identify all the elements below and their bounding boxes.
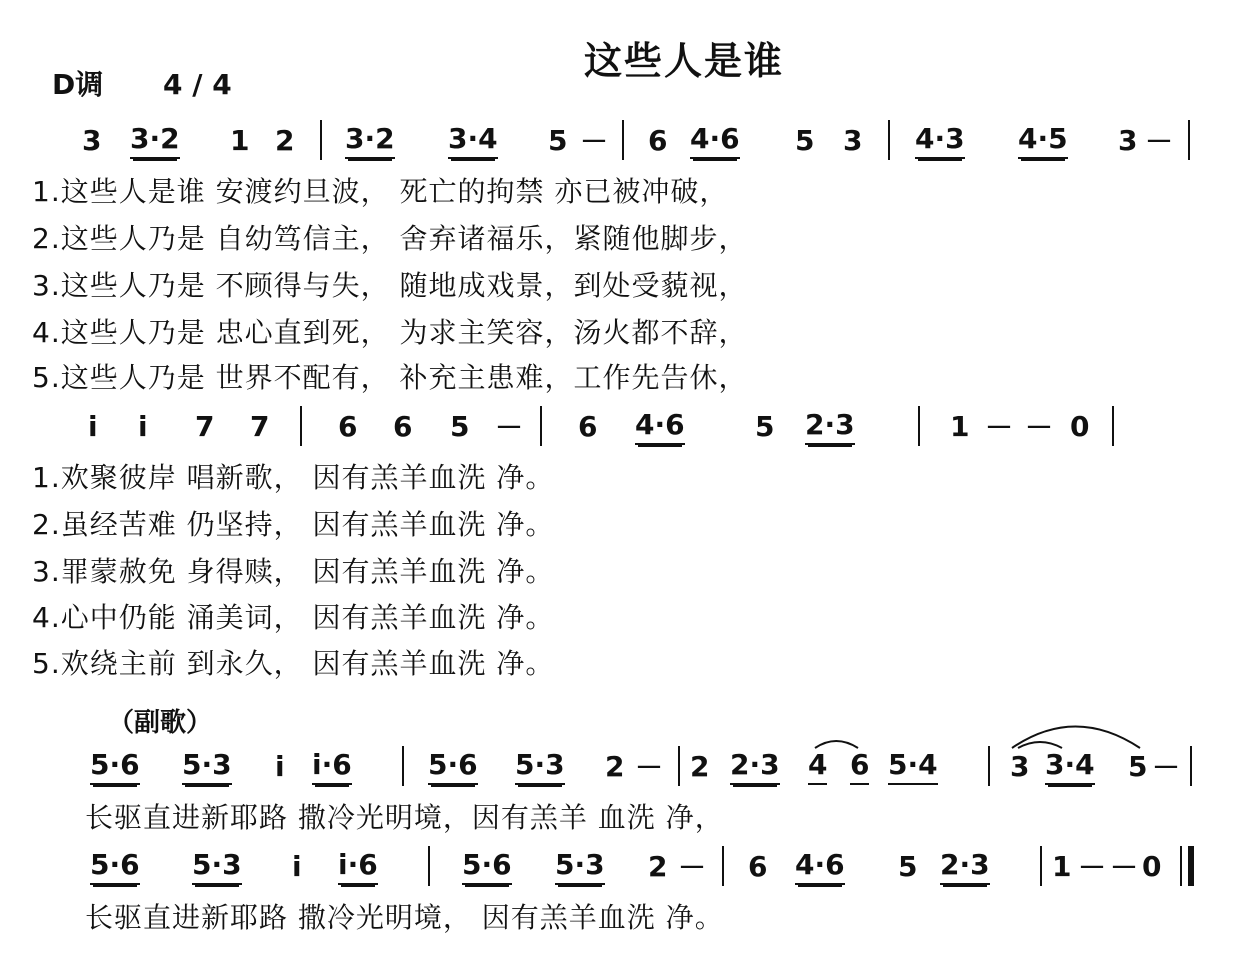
note: 2 [648, 849, 668, 883]
verse-lyrics-line: 1.这些人是谁 安渡约旦波， 死亡的拘禁 亦已被冲破， [32, 175, 729, 208]
note: i [275, 749, 285, 783]
chorus-lyrics-line: 长驱直进新耶路 撒冷光明境， 因有羔羊血洗 净。 [85, 901, 724, 934]
note: 3 [1118, 123, 1138, 157]
song-title: 这些人是谁 [583, 39, 784, 83]
note: 0 [1142, 849, 1162, 883]
time-signature: 4 / 4 [163, 68, 232, 101]
note: 5·3 [515, 748, 565, 785]
slur-arc [1018, 742, 1062, 748]
verse-lyrics-line: 4.这些人乃是 忠心直到死， 为求主笑容，汤火都不辞， [32, 316, 748, 349]
dash: － [1078, 851, 1107, 884]
note: 3 [1010, 749, 1030, 783]
note: 4·6 [635, 408, 685, 445]
note: 6 [648, 123, 668, 157]
dash: － [1025, 411, 1054, 444]
note: 3·2 [345, 122, 395, 159]
dash: － [1145, 125, 1174, 158]
note: 2 [275, 123, 295, 157]
note: 3·4 [1045, 748, 1095, 785]
note: 6 [393, 409, 413, 443]
note: 5·4 [888, 748, 938, 785]
verse-lyrics-line: 5.这些人乃是 世界不配有， 补充主患难，工作先告休， [32, 361, 748, 394]
note: 1 [950, 409, 970, 443]
dash: － [635, 751, 664, 784]
note: i·6 [338, 848, 378, 885]
chorus-melody-line-2 [0, 846, 1238, 886]
note: i·6 [312, 748, 352, 785]
verse-lyrics-line: 3.罪蒙赦免 身得赎， 因有羔羊血洗 净。 [32, 555, 555, 588]
note: 6 [850, 748, 869, 785]
note: 5 [898, 849, 918, 883]
note: 2 [690, 749, 710, 783]
final-bar-thin [1180, 846, 1182, 886]
note: 4·6 [690, 122, 740, 159]
note: 4 [808, 748, 827, 785]
note: 4·3 [915, 122, 965, 159]
note: 5·3 [182, 748, 232, 785]
note: 2·3 [805, 408, 855, 445]
tie-arc [1012, 727, 1140, 749]
note: i [138, 409, 148, 443]
note: 4·6 [795, 848, 845, 885]
note: 7 [250, 409, 270, 443]
verse-lyrics-line: 2.虽经苦难 仍坚持， 因有羔羊血洗 净。 [32, 508, 555, 541]
dash: － [985, 411, 1014, 444]
dash: － [1110, 851, 1139, 884]
note: 5·6 [428, 748, 478, 785]
note: 5·3 [555, 848, 605, 885]
chorus-lyrics-line: 长驱直进新耶路 撒冷光明境，因有羔羊 血洗 净， [85, 801, 724, 834]
bar-line [428, 846, 430, 886]
note: 6 [578, 409, 598, 443]
note: 6 [748, 849, 768, 883]
note: 1 [230, 123, 250, 157]
note: 3·4 [448, 122, 498, 159]
note: 6 [338, 409, 358, 443]
slur-arc [815, 741, 858, 748]
note: 3·2 [130, 122, 180, 159]
verse-lyrics-line: 2.这些人乃是 自幼笃信主， 舍弃诸福乐，紧随他脚步， [32, 222, 748, 255]
note: 5 [795, 123, 815, 157]
note: 2 [605, 749, 625, 783]
bar-line [1040, 846, 1042, 886]
dash: － [1152, 751, 1181, 784]
verse-lyrics-line: 5.欢绕主前 到永久， 因有羔羊血洗 净。 [32, 647, 555, 680]
note: 5·3 [192, 848, 242, 885]
dash: － [678, 851, 707, 884]
note: 5 [548, 123, 568, 157]
verse-lyrics-line: 1.欢聚彼岸 唱新歌， 因有羔羊血洗 净。 [32, 461, 555, 494]
note: i [88, 409, 98, 443]
bar-line [722, 846, 724, 886]
final-bar-thick [1188, 846, 1194, 886]
note: 3 [843, 123, 863, 157]
note: 5·6 [90, 848, 140, 885]
note: 2·3 [730, 748, 780, 785]
dash: － [580, 125, 609, 158]
note: 5 [450, 409, 470, 443]
dash: － [495, 411, 524, 444]
chorus-label: （副歌） [108, 708, 213, 738]
note: 1 [1052, 849, 1072, 883]
verse-lyrics-line: 4.心中仍能 涌美词， 因有羔羊血洗 净。 [32, 601, 555, 634]
note: 7 [195, 409, 215, 443]
note: 5 [1128, 749, 1148, 783]
note: i [292, 849, 302, 883]
note: 3 [82, 123, 102, 157]
key-signature: D调 [52, 68, 104, 101]
note: 0 [1070, 409, 1090, 443]
verse-lyrics-line: 3.这些人乃是 不顾得与失， 随地成戏景，到处受藐视， [32, 269, 748, 302]
note: 2·3 [940, 848, 990, 885]
note: 5 [755, 409, 775, 443]
note: 5·6 [90, 748, 140, 785]
note: 4·5 [1018, 122, 1068, 159]
note: 5·6 [462, 848, 512, 885]
